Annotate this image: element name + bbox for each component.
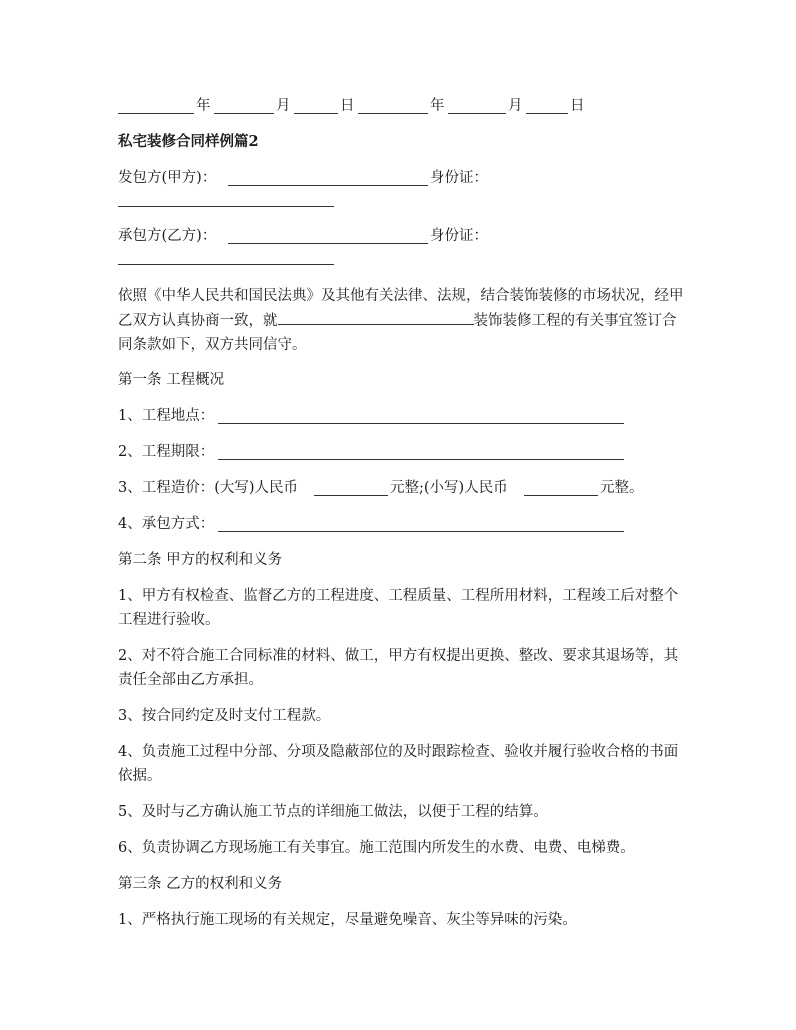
party-b-id-label: 身份证： <box>430 228 488 244</box>
party-a-id-label: 身份证： <box>430 170 488 186</box>
date-line <box>118 94 688 118</box>
article-2-item-1: 1、甲方有权检查、监督乙方的工程进度、工程质量、工程所用材料，工程竣工后对整个工程进行验收。 <box>118 588 679 628</box>
day-label-1: 日 <box>340 98 355 114</box>
month-label-1: 月 <box>276 98 291 114</box>
method-field[interactable] <box>218 514 624 532</box>
article-2-heading: 第二条 甲方的权利和义务 <box>118 552 283 568</box>
article-1-duration-row <box>118 440 688 464</box>
cost-lowercase-field[interactable] <box>524 478 598 496</box>
method-label: 4、承包方式： <box>118 516 215 532</box>
duration-label: 2、工程期限： <box>118 444 215 460</box>
article-2-item-4: 4、负责施工过程中分部、分项及隐蔽部位的及时跟踪检查、验收并履行验收合格的书面依据。 <box>118 744 679 784</box>
blank-year-2[interactable] <box>358 96 428 114</box>
intro-paragraph <box>118 284 684 357</box>
party-b-name-field[interactable] <box>228 226 428 244</box>
party-a-name-field[interactable] <box>228 168 428 186</box>
party-b-label: 承包方(乙方)： <box>118 228 217 244</box>
location-field[interactable] <box>218 406 624 424</box>
day-label-2: 日 <box>570 98 585 114</box>
article-2-item-6: 6、负责协调乙方现场施工有关事宜。施工范围内所发生的水费、电费、电梯费。 <box>118 840 635 856</box>
article-2-item-3: 3、按合同约定及时支付工程款。 <box>118 708 331 724</box>
year-label-1: 年 <box>196 98 211 114</box>
party-a-row <box>118 166 688 190</box>
blank-day-2[interactable] <box>526 96 568 114</box>
blank-year-1[interactable] <box>118 96 194 114</box>
month-label-2: 月 <box>508 98 523 114</box>
article-2-item-2: 2、对不符合施工合同标准的材料、做工，甲方有权提出更换、整改、要求其退场等，其责任全部由乙方承担。 <box>118 648 679 688</box>
party-a-label: 发包方(甲方)： <box>118 170 217 186</box>
party-b-id-field[interactable] <box>118 254 334 265</box>
section-title: 私宅装修合同样例篇2 <box>118 133 259 150</box>
intro-text-part1: 依照《中华人民共和国民法典》及其他有关法律、法规，结合装饰装修的市场状况，经甲乙双方认真协商一致，就 <box>118 288 684 329</box>
article-3-heading: 第三条 乙方的权利和义务 <box>118 876 283 892</box>
year-label-2: 年 <box>430 98 445 114</box>
article-1-heading: 第一条 工程概况 <box>118 372 225 388</box>
cost-mid-label: 元整;(小写)人民币 <box>390 480 508 496</box>
article-1-cost-row <box>118 476 688 500</box>
cost-uppercase-field[interactable] <box>314 478 388 496</box>
article-1-method-row <box>118 512 688 536</box>
cost-label: 3、工程造价：(大写)人民币 <box>118 480 299 496</box>
project-name-field[interactable] <box>278 308 474 325</box>
intro-text-part2: 装饰装修工程的有关事宜签订合同条款如下，双方共同信守。 <box>118 313 677 353</box>
blank-month-2[interactable] <box>448 96 506 114</box>
cost-suffix-label: 元整。 <box>600 480 644 496</box>
blank-day-1[interactable] <box>294 96 338 114</box>
location-label: 1、工程地点： <box>118 408 215 424</box>
duration-field[interactable] <box>218 442 624 460</box>
blank-month-1[interactable] <box>214 96 274 114</box>
party-b-row <box>118 224 688 248</box>
article-3-item-1: 1、严格执行施工现场的有关规定，尽量避免噪音、灰尘等异味的污染。 <box>118 912 577 928</box>
party-a-id-field[interactable] <box>118 196 334 207</box>
article-2-item-5: 5、及时与乙方确认施工节点的详细施工做法，以便于工程的结算。 <box>118 804 548 820</box>
article-1-location-row <box>118 404 688 428</box>
